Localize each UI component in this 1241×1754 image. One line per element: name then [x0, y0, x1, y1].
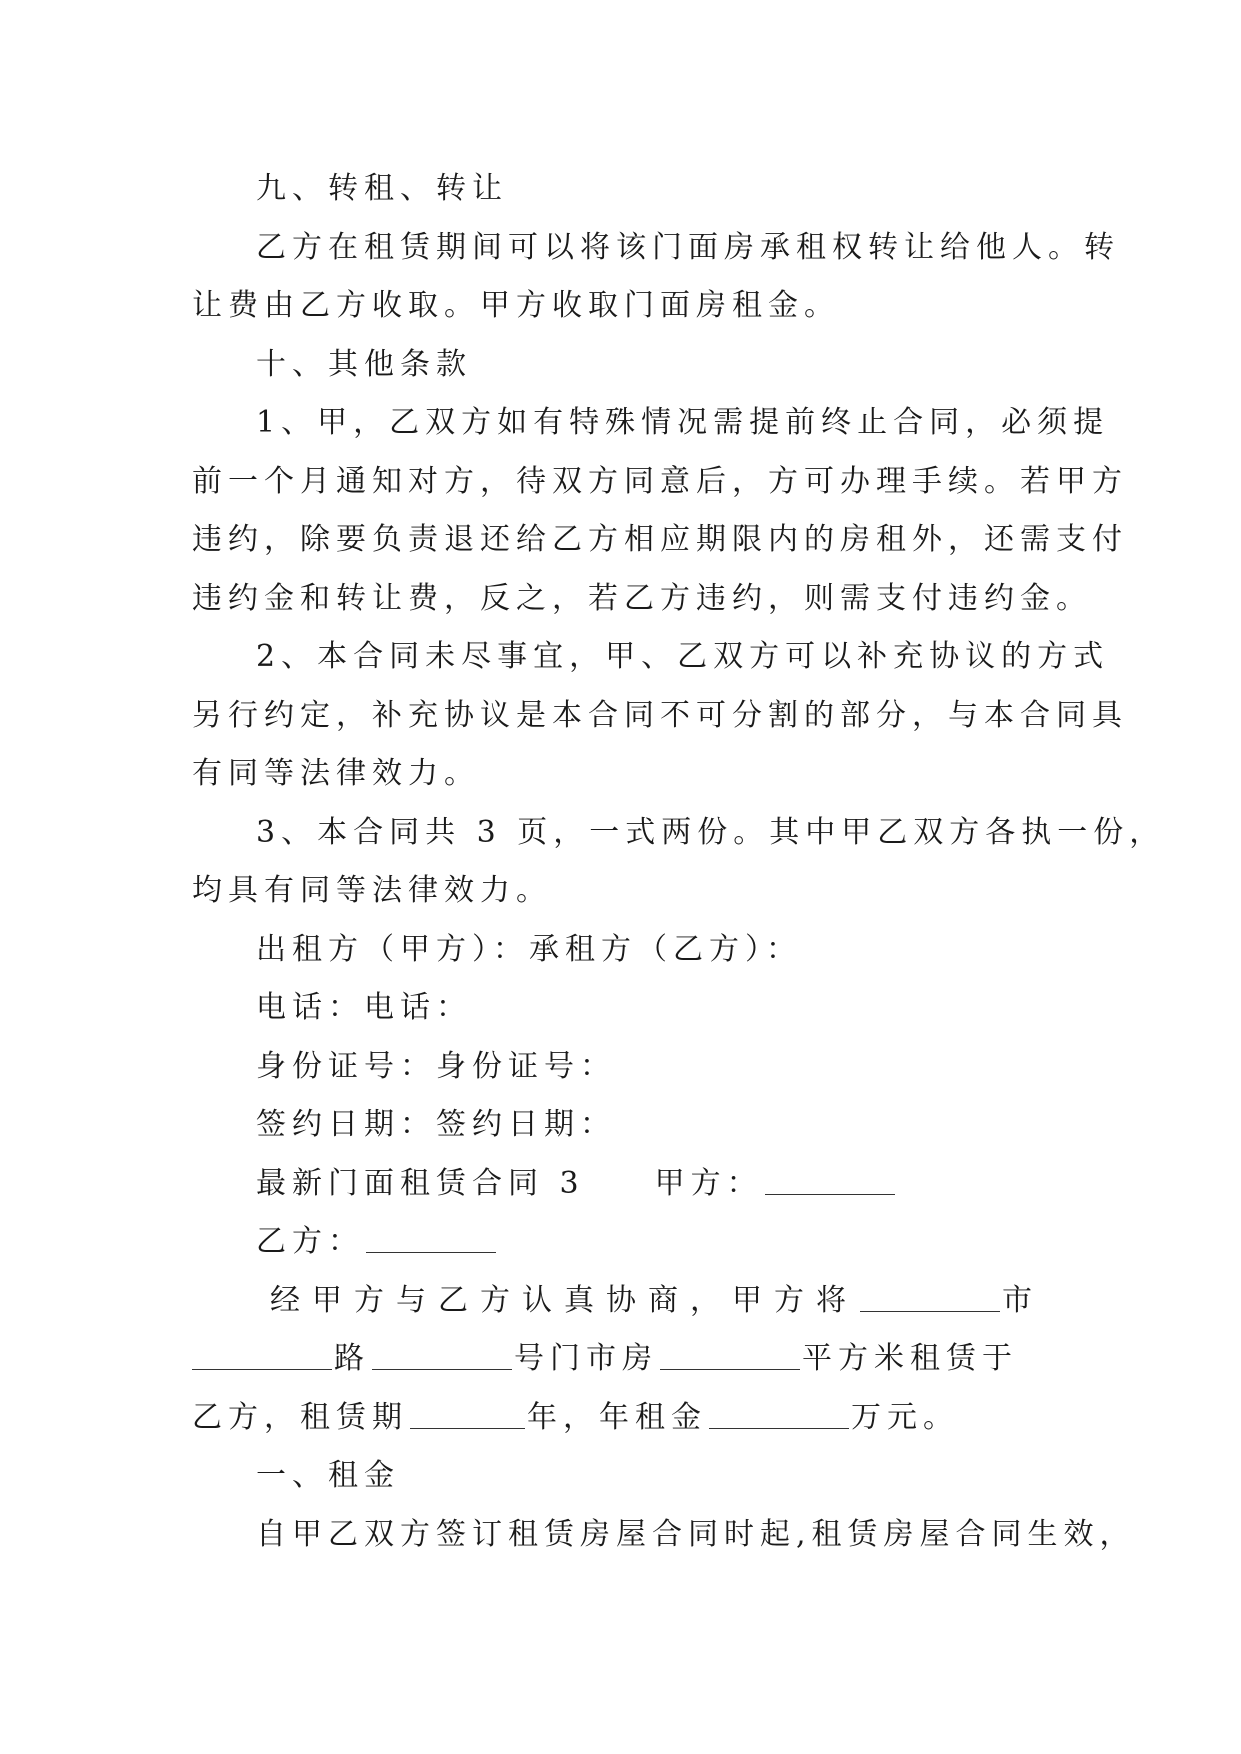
- contract-title: 最新门面租赁合同 3: [256, 1165, 585, 1201]
- signature-id-line: 身份证号：身份证号：: [256, 1048, 616, 1084]
- signature-phone-line: 电话：电话：: [256, 990, 472, 1025]
- number-blank: [372, 1339, 512, 1370]
- paragraph-line: 另行约定，补充协议是本合同不可分割的部分，与本合同具: [192, 697, 1128, 733]
- party-a-label: 甲方：: [654, 1165, 763, 1201]
- paragraph-line: 有同等法律效力。: [192, 756, 480, 791]
- section-heading-rent: 一、租金: [256, 1458, 400, 1493]
- party-b-blank: [366, 1222, 496, 1253]
- paragraph-line: 乙方，租赁期 年，年租金 万元。: [192, 1399, 959, 1435]
- paragraph-line: 路 号门市房 平方米租赁于: [192, 1330, 1052, 1389]
- paragraph-line: 违约，除要负责退还给乙方相应期限内的房租外，还需支付: [192, 522, 1128, 557]
- document-body: [192, 160, 1166, 1564]
- road-name-blank: [192, 1339, 332, 1370]
- paragraph-line: 1、甲，乙双方如有特殊情况需提前终止合同，必须提: [256, 405, 1110, 440]
- paragraph-line: 前一个月通知对方，待双方同意后，方可办理手续。若甲方: [192, 463, 1128, 499]
- paragraph-line: 3、本合同共 3 页，一式两份。其中甲乙双方各执一份，: [256, 814, 1166, 850]
- lease-term-blank: [410, 1398, 525, 1429]
- paragraph-line: 2、本合同未尽事宜，甲、乙双方可以补充协议的方式: [256, 639, 1110, 674]
- paragraph-line: 经甲方与乙方认真协商，甲方将 市: [270, 1282, 1044, 1318]
- paragraph-line: 违约金和转让费，反之，若乙方违约，则需支付违约金。: [192, 580, 1092, 616]
- city-blank: [860, 1281, 1000, 1312]
- paragraph-line: 自甲乙双方签订租赁房屋合同时起,租赁房屋合同生效，: [256, 1516, 1136, 1552]
- signature-party-line: 出租方（甲方）：承租方（乙方）：: [256, 931, 802, 967]
- party-b-label: 乙方：: [256, 1224, 364, 1259]
- signature-date-line: 签约日期：签约日期：: [256, 1107, 616, 1142]
- party-a-blank: [765, 1164, 895, 1195]
- annual-rent-blank: [709, 1398, 849, 1429]
- paragraph-line: 让费由乙方收取。甲方收取门面房租金。: [192, 288, 840, 323]
- new-contract-title-line: [192, 1155, 1052, 1214]
- party-b-line: [192, 1213, 1052, 1272]
- paragraph-line: 均具有同等法律效力。: [192, 873, 552, 908]
- section-heading-other-terms: 十、其他条款: [256, 346, 472, 382]
- section-heading-sublease: 九、转租、转让: [256, 171, 508, 206]
- paragraph-line: 乙方在租赁期间可以将该门面房承租权转让给他人。转: [256, 229, 1120, 265]
- area-blank: [660, 1339, 800, 1370]
